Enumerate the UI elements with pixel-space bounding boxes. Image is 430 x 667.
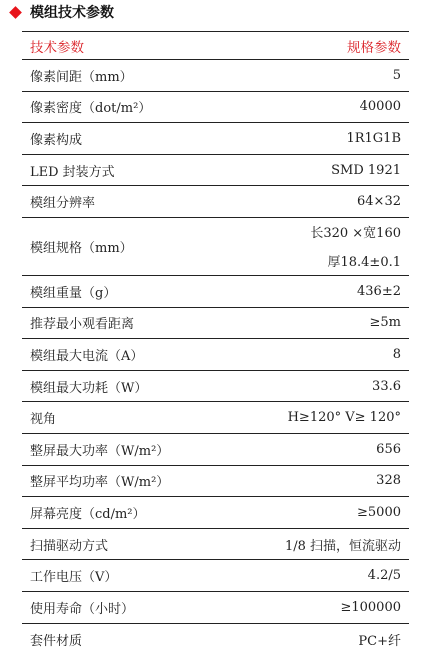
table-header [22,32,409,60]
row-value: 40000 [359,99,401,115]
table-row [22,339,409,371]
row-label: 整屏平均功率（W/m²） [30,475,170,491]
table-row [22,276,409,308]
row-label: 模组分辨率 [30,196,96,212]
row-label: 模组规格（mm） [30,240,133,256]
row-value: 328 [376,473,401,489]
row-value: 1R1G1B [346,130,401,146]
table-row [22,218,409,276]
row-label: 像素构成 [30,132,83,148]
row-value: 4.2/5 [367,568,401,584]
table-row [22,92,409,124]
row-value-line2: 厚18.4±0.1 [327,255,401,271]
row-label: LED 封装方式 [30,164,115,180]
table-row [22,560,409,592]
header-spec: 规格参数 [347,39,401,56]
row-label: 像素密度（dot/m²） [30,101,152,117]
row-label: 模组重量（g） [30,285,117,301]
table-row [22,402,409,434]
row-value: 1/8 扫描，恒流驱动 [284,538,401,554]
row-label: 像素间距（mm） [30,69,133,85]
row-label: 屏幕亮度（cd/m²） [30,506,146,522]
table-row [22,434,409,466]
row-value: 656 [376,441,401,457]
table-row [22,308,409,340]
row-label: 工作电压（V） [30,570,118,586]
row-label: 视角 [30,412,57,428]
row-value-multiline [310,222,401,270]
row-label: 推荐最小观看距离 [30,317,135,333]
row-value: ≥5000 [357,504,401,520]
row-value: ≥5m [369,315,401,331]
table-row [22,123,409,155]
table-row [22,155,409,187]
diamond-bullet-icon [9,6,22,19]
row-label: 整屏最大功率（W/m²） [30,443,170,459]
table-row [22,592,409,624]
table-row [22,529,409,561]
table-row [22,186,409,218]
row-value: 33.6 [372,378,401,394]
row-value: 8 [392,346,401,362]
section-heading [10,2,114,22]
row-label: 模组最大功耗（W） [30,380,148,396]
table-row [22,371,409,403]
section-title: 模组技术参数 [30,5,114,21]
table-row [22,60,409,92]
row-value: ≥100000 [340,599,401,615]
row-value: H≥120° V≥ 120° [287,410,401,426]
row-value: 5 [392,67,401,83]
row-value: 436±2 [357,283,401,299]
spec-table [22,31,409,655]
row-value-line1: 长320 ×宽160 [310,226,401,242]
row-label: 模组最大电流（A） [30,348,144,364]
row-label: 使用寿命（小时） [30,601,135,617]
table-row [22,466,409,498]
row-label: 套件材质 [30,633,83,649]
header-param: 技术参数 [30,39,84,56]
row-label: 扫描驱动方式 [30,538,109,554]
row-value: 64×32 [357,194,401,210]
row-value: PC+纤 [358,633,401,649]
table-row [22,497,409,529]
row-value: SMD 1921 [331,162,401,178]
table-row [22,624,409,656]
